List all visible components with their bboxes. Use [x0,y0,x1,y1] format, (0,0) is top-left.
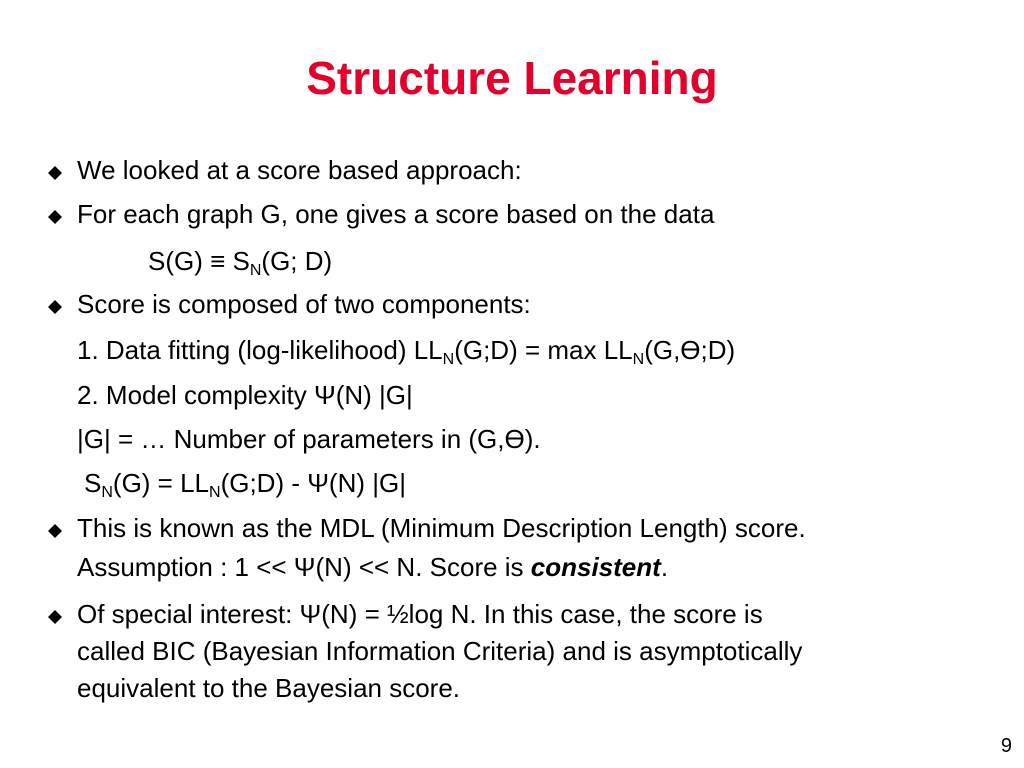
bic-line-3: equivalent to the Bayesian score. [77,673,461,703]
diamond-bullet-icon [48,300,62,314]
parameters-line: |G| = … Number of parameters in (G,Ө). [77,424,541,454]
diamond-bullet-icon [48,524,62,538]
formula-subscript: N [101,484,113,501]
page-number: 9 [1000,735,1012,757]
formula-subscript: N [249,262,262,279]
formula-part: (G) = LL [112,468,209,498]
slide-title: Structure Learning [306,52,718,104]
text-part: Assumption : 1 << Ψ(N) << N. Score is [77,552,531,582]
formula-part: (G;D) - Ψ(N) |G| [220,468,406,498]
data-fitting-line [77,336,735,366]
score-definition-formula [148,247,332,277]
bullet-text-components: Score is composed of two components: [77,289,531,319]
consistent-emphasis: consistent [530,552,661,582]
diamond-bullet-icon [48,610,62,624]
formula-part: (G; D) [261,246,333,276]
subscript: N [442,351,455,368]
subscript: N [632,351,645,368]
bic-line-1: Of special interest: Ψ(N) = ½log N. In this case, the score is [77,599,763,629]
model-complexity-line: 2. Model complexity Ψ(N) |G| [77,380,413,410]
diamond-bullet-icon [48,210,62,224]
formula-subscript: N [209,484,221,501]
text-part: . [660,552,669,582]
mdl-score-line: This is known as the MDL (Minimum Description Length) score. [77,513,806,543]
diamond-bullet-icon [48,166,62,180]
bullet-text-score-approach: We looked at a score based approach: [77,155,522,185]
bic-line-2: called BIC (Bayesian Information Criteria) and is asymptotically [77,636,803,666]
text-part: (G,Ө;D) [644,335,736,365]
text-part: (G;D) = max LL [454,335,633,365]
score-formula [84,469,406,499]
bullet-text-graph-score: For each graph G, one gives a score based on the data [77,199,715,229]
text-part: 1. Data fitting (log-likelihood) LL [77,335,443,365]
formula-part: S [84,468,102,498]
formula-part: S(G) ≡ S [148,246,250,276]
assumption-line [77,553,668,583]
